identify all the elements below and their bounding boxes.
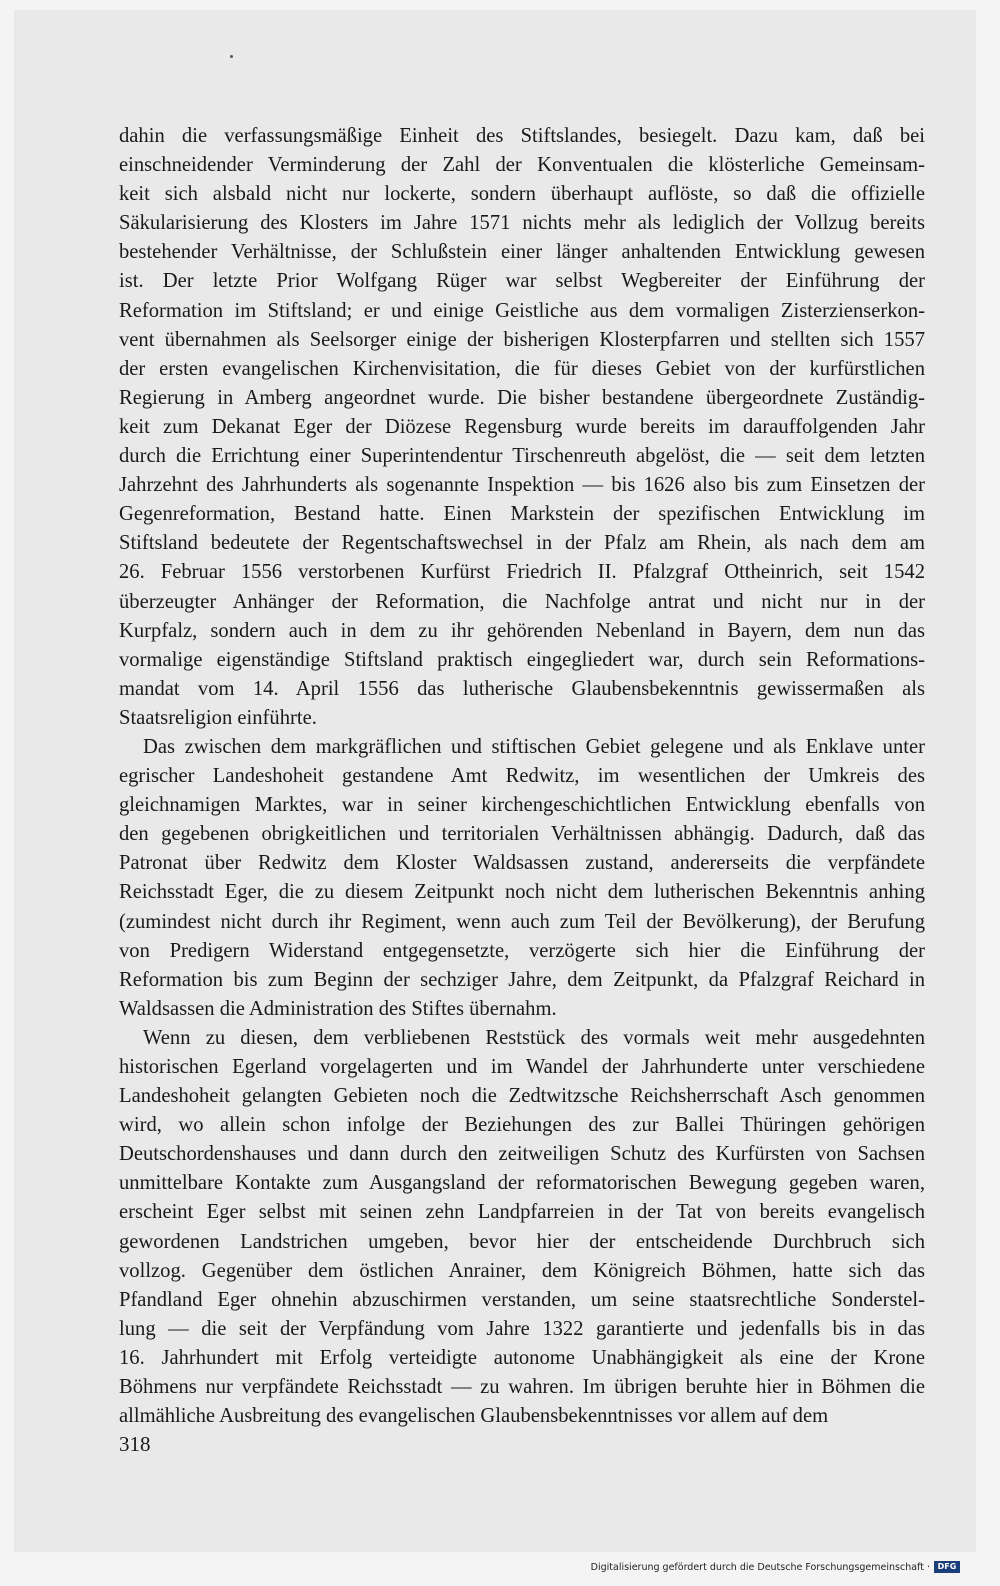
- text-line: egrischer Landeshoheit gestandene Amt Redwitz, im wesentlichen der Umkreis des: [119, 765, 925, 788]
- text-line: 16. Jahrhundert mit Erfolg verteidigte autonome Unabhängigkeit als eine der Krone: [119, 1346, 925, 1369]
- text-line: Gegenreformation, Bestand hatte. Einen Markstein der spezifischen Entwicklung im: [119, 503, 925, 526]
- text-line: unmittelbare Kontakte zum Ausgangsland der reformatorischen Bewegung gegeben waren,: [119, 1172, 925, 1195]
- text-line: bestehender Verhältnisse, der Schlußstein einer länger anhaltenden Entwicklung gewesen: [119, 241, 925, 264]
- text-line: Staatsreligion einführte.: [119, 706, 317, 729]
- text-line: erscheint Eger selbst mit seinen zehn Landpfarreien in der Tat von bereits evangelisch: [119, 1201, 925, 1224]
- text-line: keit sich alsbald nicht nur lockerte, sondern überhaupt auflöste, so daß die offizielle: [119, 183, 925, 206]
- text-line: historischen Egerland vorgelagerten und im Wandel der Jahrhunderte unter verschiedene: [119, 1056, 925, 1078]
- paragraph: [119, 1024, 925, 1431]
- paragraph: [119, 122, 925, 733]
- text-line: gewordenen Landstrichen umgeben, bevor hier der entscheidende Durchbruch sich: [119, 1230, 925, 1253]
- text-line: Wenn zu diesen, dem verbliebenen Reststück des vormals weit mehr ausgedehnten: [143, 1026, 925, 1049]
- text-line: Regierung in Amberg angeordnet wurde. Die bisher bestandene übergeordnete Zuständig-: [119, 386, 925, 409]
- body-text: [119, 122, 925, 1431]
- text-line: keit zum Dekanat Eger der Diözese Regensburg wurde bereits im darauffolgenden Jahr: [119, 415, 925, 438]
- text-line: ist. Der letzte Prior Wolfgang Rüger war selbst Wegbereiter der Einführung der: [119, 270, 925, 293]
- text-line: von Predigern Widerstand entgegensetzte, verzögerte sich hier die Einführung der: [119, 939, 925, 962]
- text-line: gleichnamigen Marktes, war in seiner kirchengeschichtlichen Entwicklung ebenfalls von: [119, 794, 925, 817]
- text-line: Jahrzehnt des Jahrhunderts als sogenannte Inspektion — bis 1626 also bis zum Einsetzen der: [119, 474, 925, 497]
- text-line: Waldsassen die Administration des Stiftes übernahm.: [119, 997, 557, 1020]
- text-line: wird, wo allein schon infolge der Beziehungen des zur Ballei Thüringen gehörigen: [119, 1114, 925, 1137]
- text-line: Landeshoheit gelangten Gebieten noch die Zedtwitzsche Reichsherrschaft Asch genommen: [119, 1085, 925, 1108]
- text-line: vollzog. Gegenüber dem östlichen Anrainer, dem Königreich Böhmen, hatte sich das: [119, 1259, 925, 1282]
- text-line: Reichsstadt Eger, die zu diesem Zeitpunkt noch nicht dem lutherischen Bekenntnis anhing: [119, 881, 925, 904]
- text-line: Kurpfalz, sondern auch in dem zu ihr gehörenden Nebenland in Bayern, dem nun das: [119, 619, 925, 642]
- paragraph: [119, 733, 925, 1024]
- page-number: 318: [119, 1432, 151, 1456]
- text-line: vent übernahmen als Seelsorger einige der bisherigen Klosterpfarren und stellten sich 1557: [119, 328, 925, 351]
- text-line: Patronat über Redwitz dem Kloster Waldsassen zustand, andererseits die verpfändete: [119, 852, 925, 875]
- text-line: Das zwischen dem markgräflichen und stiftischen Gebiet gelegene und als Enklave unter: [143, 735, 925, 758]
- text-line: einschneidender Verminderung der Zahl der Konventualen die klösterliche Gemeinsam-: [119, 154, 925, 177]
- text-line: Deutschordenshauses und dann durch den zeitweiligen Schutz des Kurfürsten von Sachsen: [119, 1143, 925, 1166]
- text-line: vormalige eigenständige Stiftsland praktisch eingegliedert war, durch sein Reformations-: [119, 648, 925, 671]
- scan-speck: [230, 55, 233, 58]
- text-line: Reformation bis zum Beginn der sechziger Jahre, dem Zeitpunkt, da Pfalzgraf Reichard in: [119, 968, 925, 991]
- text-line: überzeugter Anhänger der Reformation, die Nachfolge antrat und nicht nur in der: [119, 590, 925, 613]
- text-line: durch die Errichtung einer Superintendentur Tirschenreuth abgelöst, die — seit dem letzten: [119, 445, 925, 468]
- text-line: 26. Februar 1556 verstorbenen Kurfürst Friedrich II. Pfalzgraf Ottheinrich, seit 1542: [119, 561, 925, 584]
- dfg-logo: DFG: [934, 1561, 960, 1573]
- text-line: den gegebenen obrigkeitlichen und territorialen Verhältnissen abhängig. Dadurch, daß das: [119, 823, 925, 846]
- text-line: Stiftsland bedeutete der Regentschaftswechsel in der Pfalz am Rhein, als nach dem am: [119, 532, 925, 555]
- text-line: (zumindest nicht durch ihr Regiment, wenn auch zum Teil der Bevölkerung), der Berufung: [119, 910, 925, 933]
- text-line: lung — die seit der Verpfändung vom Jahre 1322 garantierte und jedenfalls bis in das: [119, 1317, 925, 1340]
- text-line: Säkularisierung des Klosters im Jahre 1571 nichts mehr als lediglich der Vollzug bereits: [119, 212, 925, 235]
- text-line: mandat vom 14. April 1556 das lutherische Glaubensbekenntnis gewissermaßen als: [119, 677, 925, 700]
- text-line: Böhmens nur verpfändete Reichsstadt — zu wahren. Im übrigen beruhte hier in Böhmen die: [119, 1376, 925, 1399]
- text-line: der ersten evangelischen Kirchenvisitation, die für dieses Gebiet von der kurfürstlichen: [119, 357, 925, 380]
- text-line: Pfandland Eger ohnehin abzuschirmen verstanden, um seine staatsrechtliche Sonderstel-: [119, 1288, 925, 1311]
- text-line: allmähliche Ausbreitung des evangelischen Glaubensbekenntnisses vor allem auf dem: [119, 1405, 829, 1428]
- footer-text: Digitalisierung gefördert durch die Deutsche Forschungsgemeinschaft ·: [590, 1561, 930, 1573]
- digitization-footer: [591, 1559, 960, 1575]
- text-line: Reformation im Stiftsland; er und einige Geistliche aus dem vormaligen Zisterzienserkon-: [119, 299, 925, 322]
- text-line: dahin die verfassungsmäßige Einheit des Stiftslandes, besiegelt. Dazu kam, daß bei: [119, 125, 925, 147]
